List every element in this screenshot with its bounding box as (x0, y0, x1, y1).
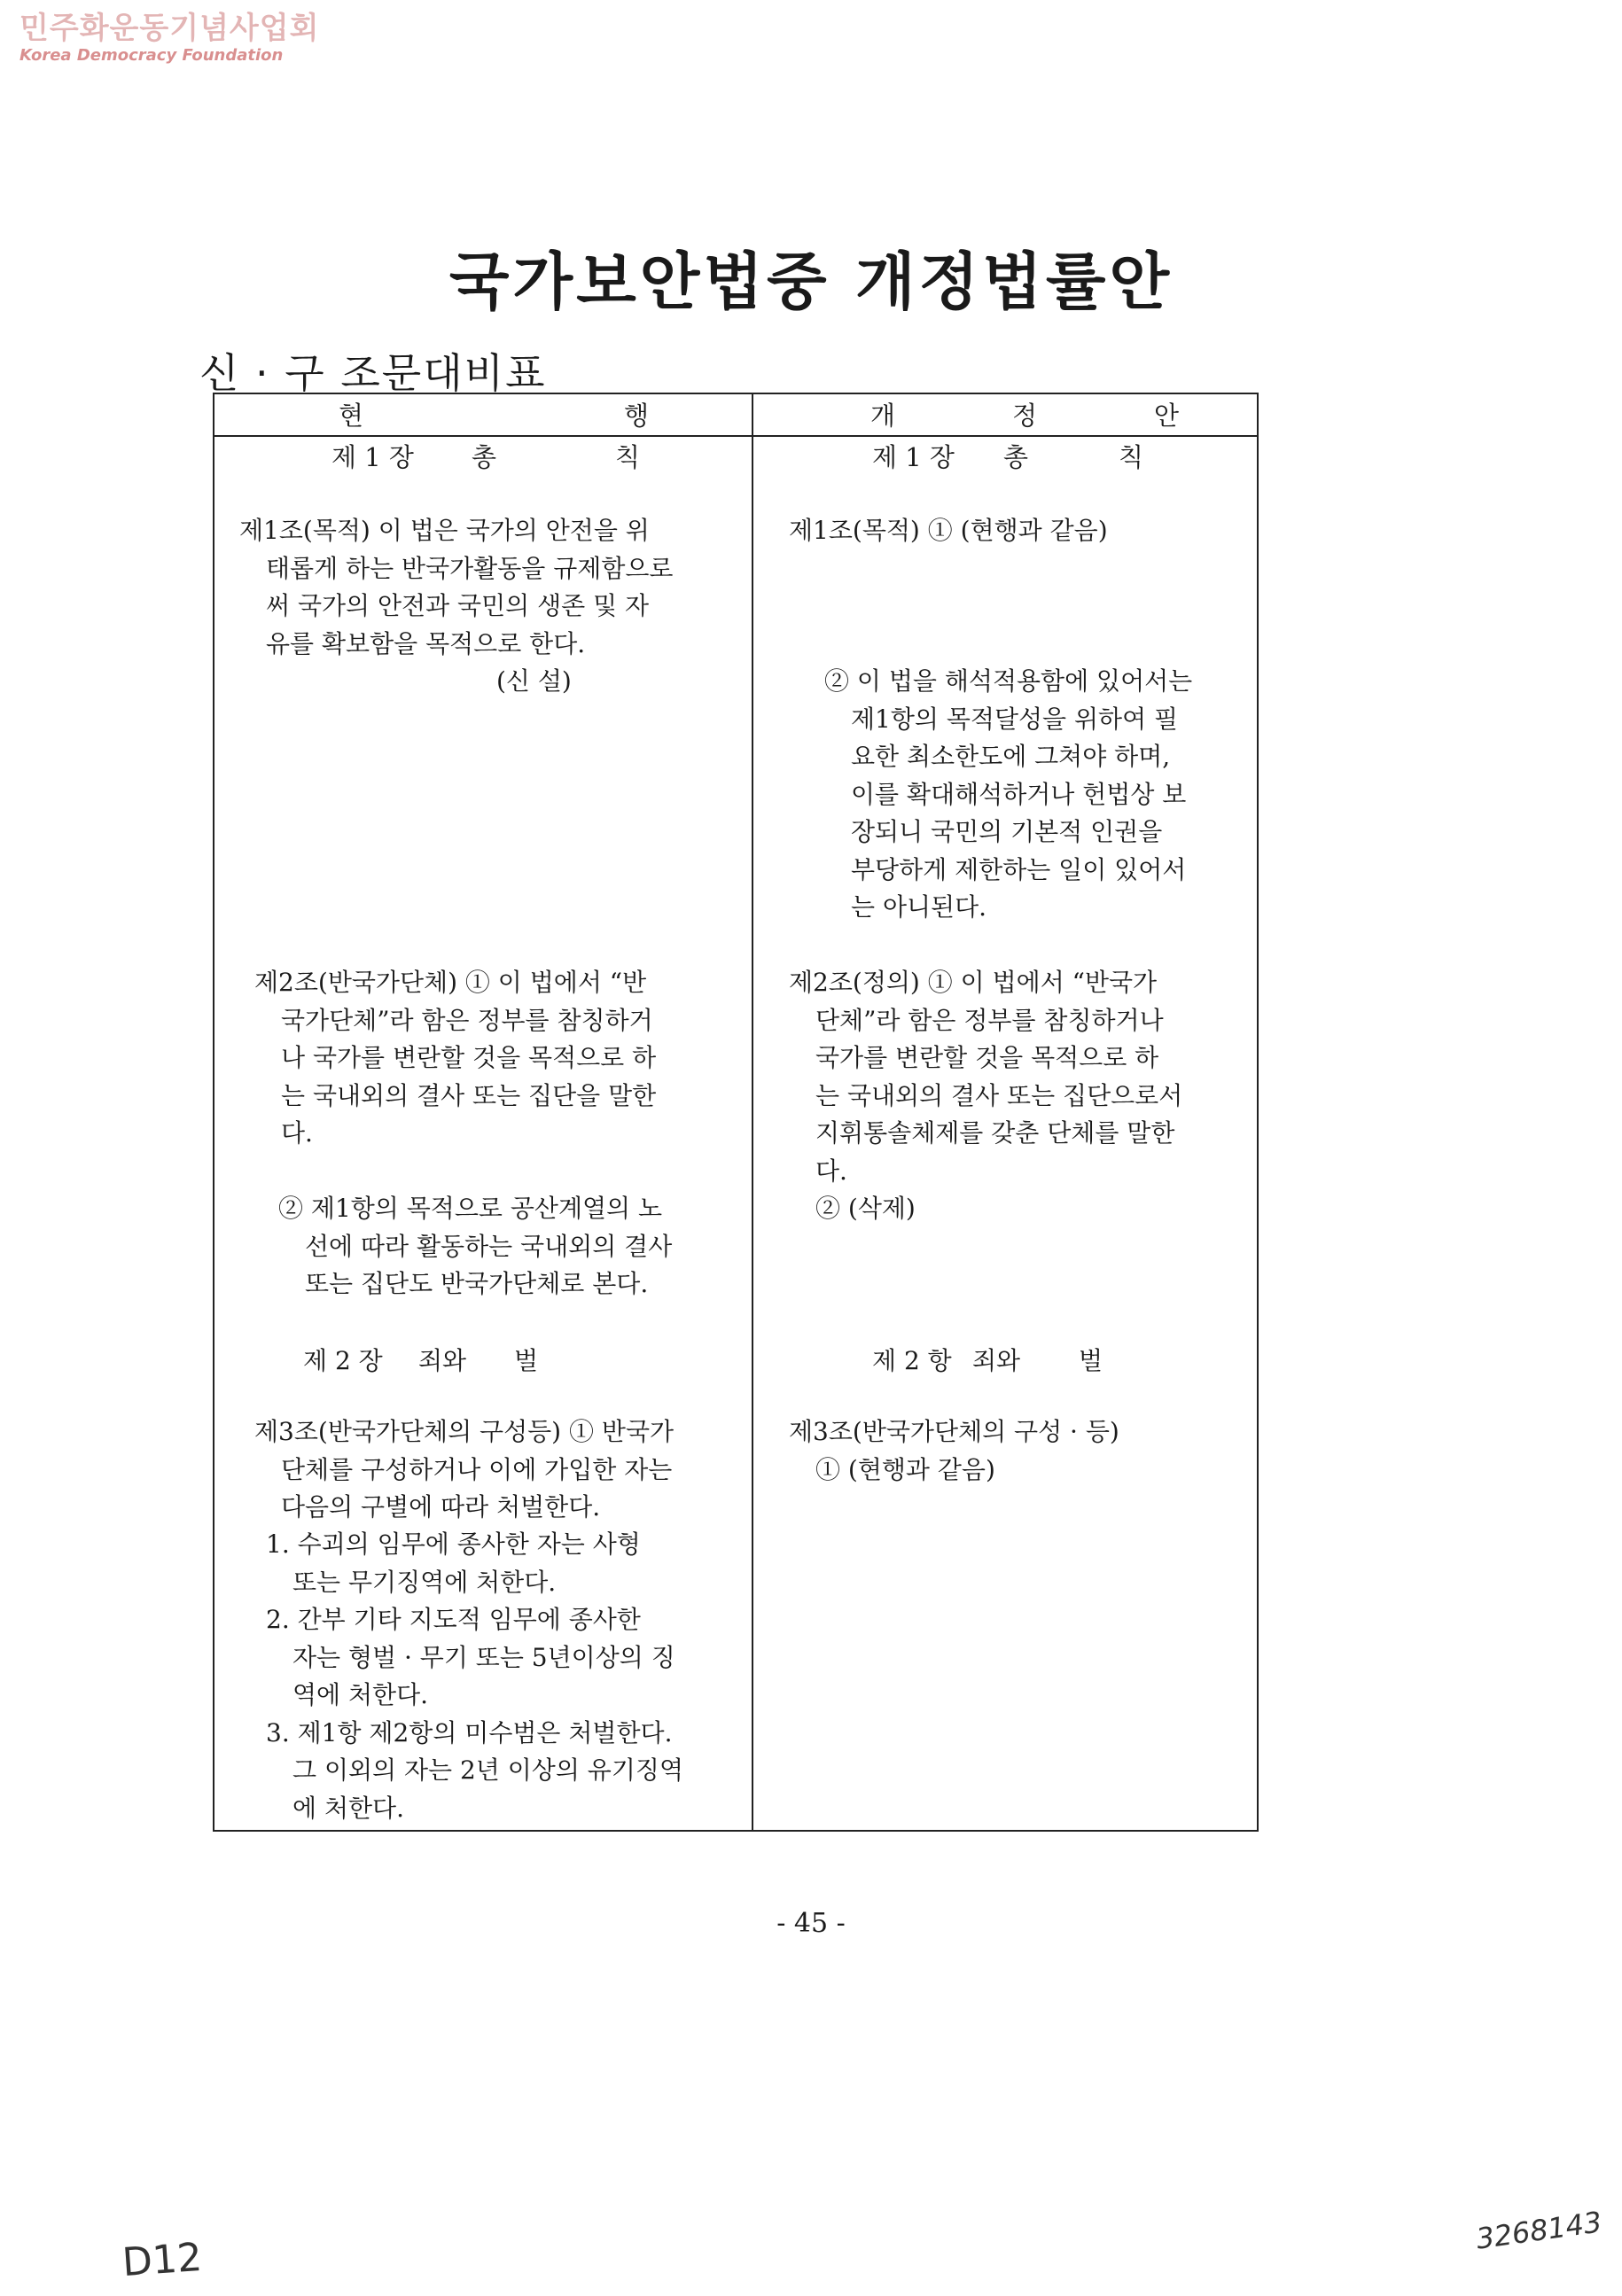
page-number: - 45 - (776, 1908, 846, 1939)
article1-proposed-line: 요한 최소한도에 그쳐야 하며, (851, 742, 1171, 771)
header-proposed-3: 안 (1154, 401, 1180, 431)
handwritten-note-right: 3268143 (1474, 2205, 1604, 2256)
watermark-korean: 민주화운동기념사업회 (19, 11, 320, 46)
chapter2-current-word1: 죄와 (418, 1346, 467, 1375)
article1-proposed-line: ② 이 법을 해석적용함에 있어서는 (824, 666, 1193, 696)
chapter1-current-number: 제 1 장 (331, 442, 414, 472)
article2-current-line: 국가단체”라 함은 정부를 참칭하거 (281, 1005, 653, 1035)
chapter1-current-word1: 총 (472, 442, 497, 472)
article2-current-p1 (254, 964, 746, 1153)
article2-current-line: 제2조(반국가단체) ① 이 법에서 “반 (254, 968, 647, 997)
article3-item-line: 그 이외의 자는 2년 이상의 유기징역 (292, 1755, 683, 1785)
article3-item-line: 에 처한다. (292, 1793, 404, 1823)
article2-current-line: 나 국가를 변란할 것을 목적으로 하 (281, 1043, 657, 1072)
chapter2-current-word2: 벌 (514, 1346, 539, 1375)
article2-current-line: 다. (281, 1118, 313, 1148)
header-proposed-2: 정 (1012, 401, 1038, 431)
article2-current-line: ② 제1항의 목적으로 공산계열의 노 (278, 1194, 663, 1223)
article3-current (254, 1413, 746, 1527)
comparison-table (213, 393, 1259, 1832)
header-current-2: 행 (624, 401, 650, 431)
article3-item-line: 자는 형벌 · 무기 또는 5년이상의 징 (292, 1642, 675, 1672)
chapter2-current-number: 제 2 장 (303, 1346, 383, 1375)
article2-proposed-line: 국가를 변란할 것을 목적으로 하 (815, 1043, 1159, 1072)
article3-current-line: 다음의 구별에 따라 처벌한다. (281, 1492, 601, 1522)
article3-proposed (789, 1413, 1250, 1489)
chapter1-current-word2: 칙 (615, 442, 641, 472)
article3-item-line: 2. 간부 기타 지도적 임무에 종사한 (266, 1605, 641, 1634)
article2-proposed-line: 단체”라 함은 정부를 참칭하거나 (815, 1005, 1164, 1035)
article1-current-line: 태롭게 하는 반국가활동을 규제함으로 (266, 553, 674, 583)
column-divider (752, 394, 753, 1830)
article2-proposed-line: 다. (815, 1156, 847, 1186)
article3-item-line: 역에 처한다. (292, 1680, 429, 1709)
article3-items (266, 1526, 746, 1827)
article1-current-line: 제1조(목적) 이 법은 국가의 안전을 위 (239, 516, 650, 545)
article1-proposed-line: 장되니 국민의 기본적 인권을 (851, 817, 1163, 846)
watermark (19, 11, 319, 66)
header-current-1: 현 (339, 401, 364, 431)
article3-current-line: 제3조(반국가단체의 구성등) ① 반국가 (254, 1417, 675, 1446)
article1-proposed-p2 (824, 663, 1250, 927)
article1-proposed-line: 이를 확대해석하거나 헌법상 보 (851, 779, 1187, 809)
chapter1-proposed-word1: 총 (1003, 442, 1029, 472)
article3-proposed-line: 제3조(반국가단체의 구성 · 등) (789, 1417, 1119, 1446)
header-proposed-1: 개 (870, 401, 896, 431)
article1-proposed-p1: 제1조(목적) ① (현행과 같음) (789, 516, 1108, 545)
article3-current-line: 단체를 구성하거나 이에 가입한 자는 (281, 1454, 673, 1484)
chapter1-proposed-word2: 칙 (1119, 442, 1144, 472)
article1-current-line: 써 국가의 안전과 국민의 생존 및 자 (266, 591, 650, 620)
article3-proposed-line: ① (현행과 같음) (815, 1454, 995, 1484)
chapter2-proposed-word1: 죄와 (972, 1346, 1021, 1375)
article2-proposed-line: 는 국내외의 결사 또는 집단으로서 (815, 1080, 1183, 1110)
article2-current-line: 선에 따라 활동하는 국내외의 결사 (305, 1231, 673, 1261)
chapter2-proposed-number: 제 2 항 (872, 1346, 952, 1375)
article2-proposed-p1 (789, 964, 1250, 1190)
article3-item-line: 3. 제1항 제2항의 미수범은 처벌한다. (266, 1717, 673, 1747)
chapter1-proposed-number: 제 1 장 (872, 442, 955, 472)
article2-proposed-line: 지휘통솔체제를 갖춘 단체를 말한 (815, 1118, 1175, 1148)
article1-proposed-line: 부당하게 제한하는 일이 있어서 (851, 854, 1187, 884)
article2-proposed-line: 제2조(정의) ① 이 법에서 “반국가 (789, 968, 1158, 997)
article2-current-line: 는 국내외의 결사 또는 집단을 말한 (281, 1080, 657, 1110)
article3-item-line: 또는 무기징역에 처한다. (292, 1567, 557, 1597)
article1-current-line: 유를 확보함을 목적으로 한다. (266, 628, 586, 658)
article1-current (239, 512, 745, 663)
article1-proposed-line: 는 아니된다. (851, 892, 987, 922)
document-subtitle: 신 · 구 조문대비표 (199, 349, 547, 397)
watermark-english: Korea Democracy Foundation (19, 46, 284, 65)
handwritten-note-left: D12 (121, 2234, 204, 2286)
article1-proposed-line: 제1항의 목적달성을 위하여 필 (851, 704, 1179, 734)
chapter2-proposed-word2: 벌 (1079, 1346, 1103, 1375)
document-title: 국가보안법중 개정법률안 (448, 245, 1174, 318)
article2-proposed-p2: ② (삭제) (815, 1194, 916, 1223)
article1-current-new: (신 설) (496, 666, 572, 696)
article2-current-line: 또는 집단도 반국가단체로 본다. (305, 1269, 649, 1298)
article3-item-line: 1. 수괴의 임무에 종사한 자는 사형 (266, 1529, 641, 1559)
article2-current-p2 (278, 1190, 746, 1304)
